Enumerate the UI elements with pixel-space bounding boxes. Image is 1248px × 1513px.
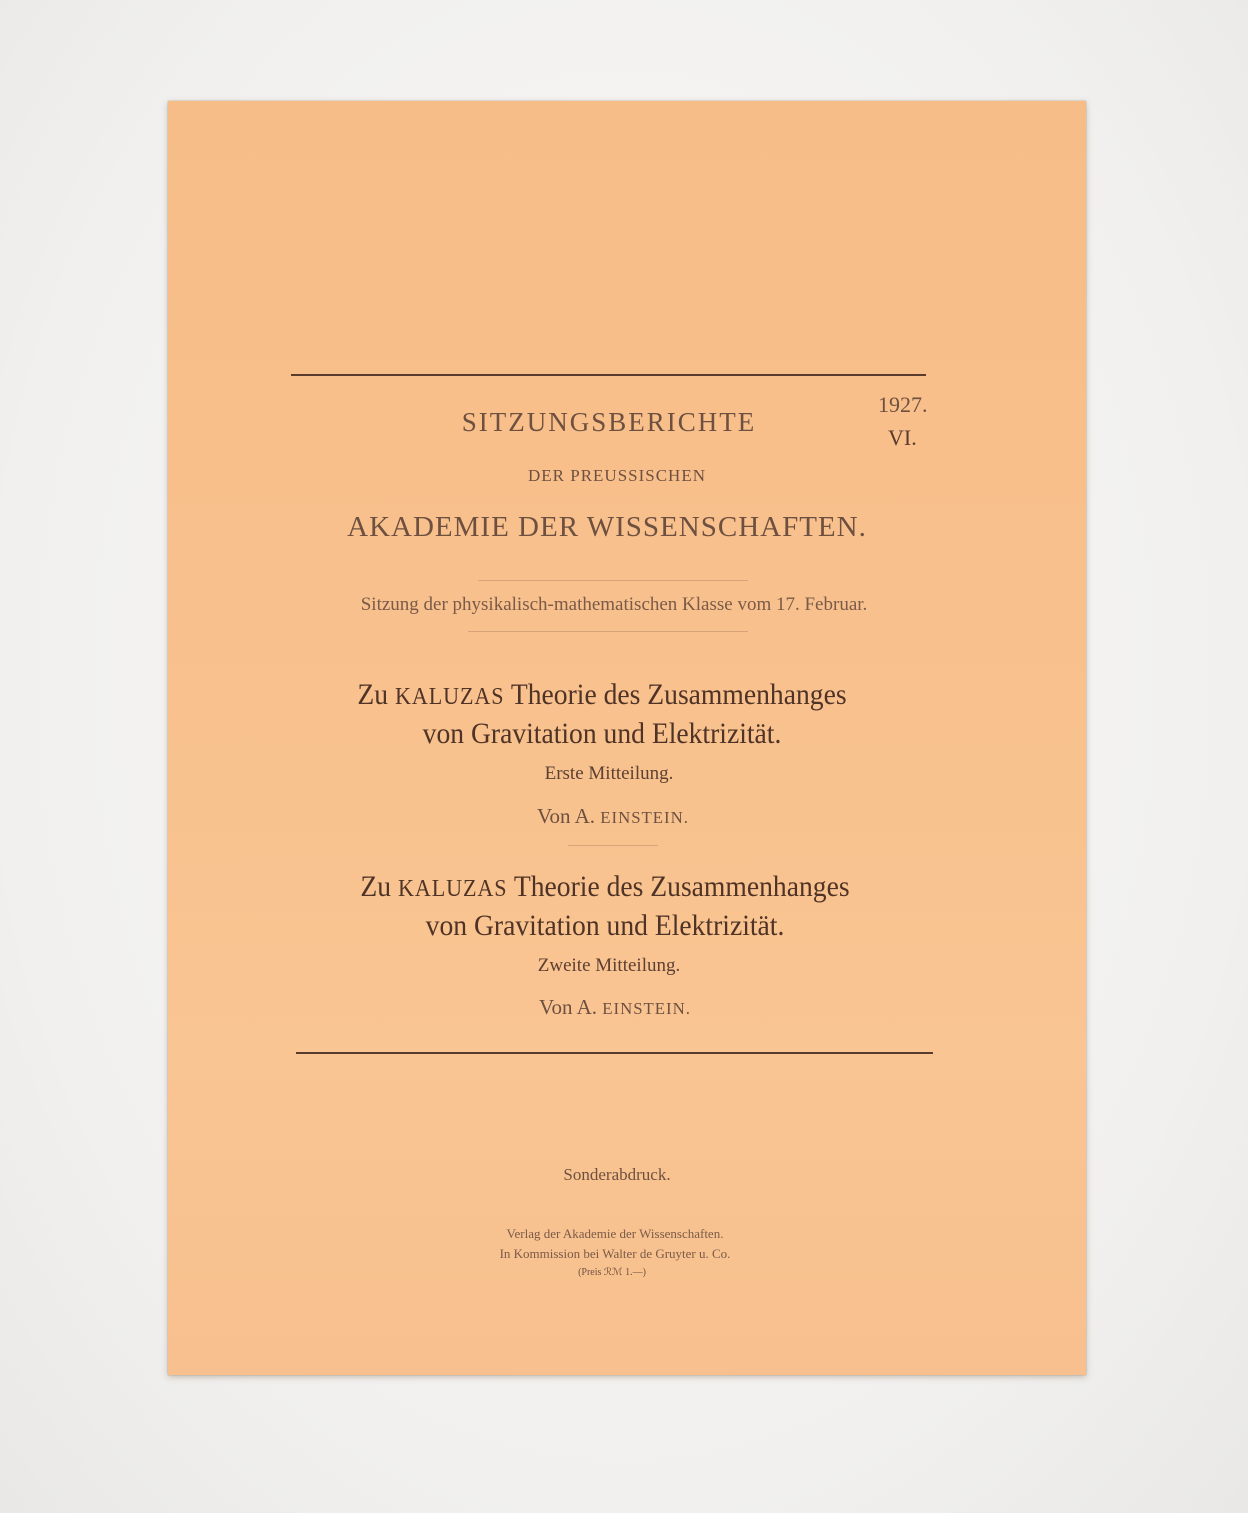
document-cover [168,101,1086,1375]
commission-line: In Kommission bei Walter de Gruyter u. Co. [499,1246,731,1261]
paper-2-author-prefix: Von A. [539,995,597,1019]
paper-1-part: Erste Mitteilung. [544,763,674,784]
paper-1-title-rest: Theorie des Zusammenhanges [510,678,847,711]
paper-1-author [154,804,1072,829]
bottom-rule [296,1052,933,1054]
paper-2-title-line-2: von Gravitation und Elektrizität. [425,909,785,942]
paper-2-author [156,995,1074,1020]
issue-label: VI. [888,425,917,450]
divider-2 [468,631,748,632]
divider-1 [478,580,748,581]
session-line: Sitzung der physikalisch-mathematischen Klasse vom 17. Februar. [360,594,868,615]
paper-1-title-line-1 [180,678,1025,712]
paper-2-title-rest: Theorie des Zusammenhanges [513,870,850,903]
paper-1-title-name: KALUZAS [394,684,505,710]
paper-1-author-prefix: Von A. [537,804,595,828]
year-label: 1927. [878,392,928,417]
paper-2-title-name: KALUZAS [397,876,508,902]
paper-1-title-prefix: Zu [357,678,389,711]
paper-2-title-line-1 [183,870,1028,904]
academy-name: AKADEMIE DER WISSENSCHAFTEN. [347,511,867,543]
paper-2-author-name: EINSTEIN. [602,999,691,1018]
price-line: (Preis ℛℳ 1.—) [578,1267,646,1278]
divider-3 [568,845,658,846]
paper-1-author-name: EINSTEIN. [600,808,689,827]
paper-2-title-prefix: Zu [360,870,392,903]
journal-subtitle: DER PREUSSISCHEN [527,466,706,485]
journal-title: SITZUNGSBERICHTE [461,407,757,437]
publisher-line: Verlag der Akademie der Wissenschaften. [506,1226,724,1241]
offprint-label: Sonderabdruck. [563,1165,671,1184]
paper-1-title-line-2: von Gravitation und Elektrizität. [422,717,782,750]
top-rule [291,374,926,376]
paper-2-part: Zweite Mitteilung. [537,955,681,976]
